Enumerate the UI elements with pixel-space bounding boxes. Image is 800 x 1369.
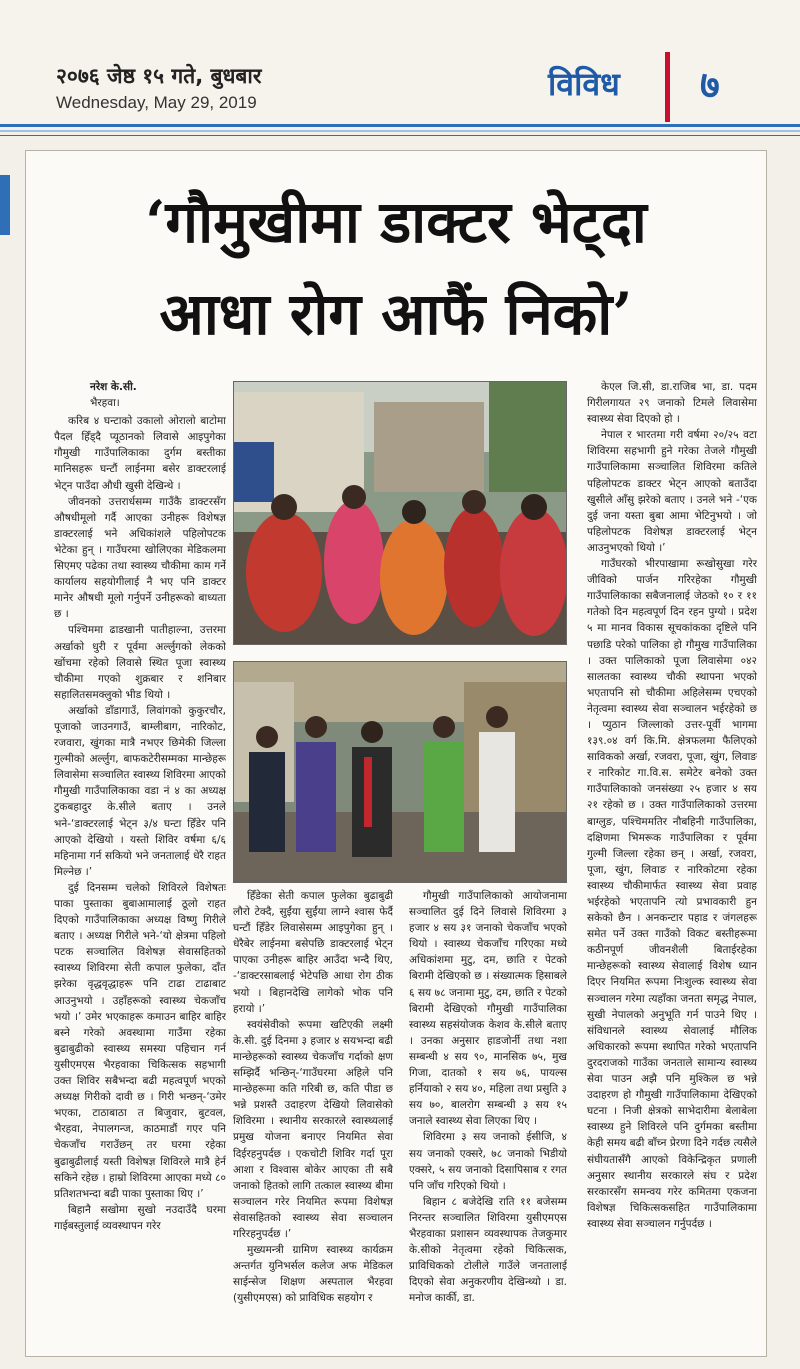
paragraph: स्वयंसेवीको रूपमा खटिएकी लक्ष्मी के.सी. दुई दिनमा ३ हजार ४ सयभन्दा बढी मान्छेहरूको स्वास्थ्य चेकजाँच गर्दाको क्षण सम्झिर्दै भन्छिन्-‘गाउँघरमा अहिले पनि मान्छेहरूमा कति गरिबी छ, कति पीडा छ भन्ने प्रशस्तै उदाहरण देखियो लिवासेको शिविरमा । स्थानीय सरकारले स्वास्थ्यलाई प्रमुख योजना बनाएर नियमित सेवा दिईरहनुपर्दछ । एकचोटी शिविर गर्दा पूरा आशा र विश्वास बोकेर आएका ती सबै जनाको हितको लागि तत्काल स्वास्थ्य बीमा सञ्चालन गरेर नियमित रूपमा विशेषज्ञ सेवासहितको स्वास्थ्य सेवा सञ्चालन गरिरहनुपर्दछ ।’: [233, 1018, 393, 1240]
paragraph: दुई दिनसम्म चलेको शिविरले विशेषतः पाका पुस्ताका बुबाआमालाई ठूलो राहत दिएको गाउँपालिकाका अध्यक्ष विष्णु गिरीले बताए । अध्यक्ष गिरीले भने-‘यो क्षेत्रमा पहिलो पटक सञ्चालित विशेषज्ञ सेवासहितको स्वास्थ्य शिविरमा सेती कपाल फुलेका, दाँत झरेका वृद्धवृद्धाहरू पनि टाढा टाढाबाट आउनुभयो । उहाँहरूको स्वास्थ्य चेकजाँच भयो ।’ उमेर भएकाहरू कमाउन बाहिर बाहिर बस्ने गरेको अवस्थामा गाउँमा रहेका बुढाबुढीको स्वास्थ्य समस्या पहिचान गर्न युसीएमएस भैरहवाका चिकित्सक सहभागी उक्त शिविर सबैभन्दा बढी महत्वपूर्ण भएको अध्यक्ष गिरीको दावी छ । गिरी भन्छन्-‘उमेर भएका, टाठाबाठा त बिजुवार, बुटवल, भैरहवा, नेपालगन्ज, काठमाडौं गएर पनि चेकजाँच गराउँछन् तर घरमा रहेका बुढाबुढीलाई यस्ती विशेषज्ञ शिविरले मात्रै हेर्न सकिने रहेछ । हाम्रो शिविरमा आएका मध्ये ८० प्रतिशतभन्दा बढी पाका पुस्ताका थिए ।’: [54, 881, 226, 1200]
headline-line-2: आधा रोग आफैं निको’: [159, 280, 633, 348]
headline: [26, 176, 766, 360]
masthead-rule: [0, 130, 800, 132]
paragraph: शिविरमा ३ सय जनाको ईसीजि, ४ सय जनाको एक्सरे, ७८ जनाको भिडीयो एक्सरे, ५ सय जनाको दिसापिसाब र रगत पनि जाँच गरिएको थियो ।: [409, 1131, 567, 1192]
paragraph: गाउँघरको भीरपाखामा रूखोसुखा गरेर जीविको पार्जन गरिरहेका गौमुखी गाउँपालिकाका सबैजनालाई जेठको १० र ११ गतेको दिन महत्वपूर्ण दिन रहन पुग्यो । प्रदेश ५ मा मानव विकास सूचकांकका दृष्टिले पनि पछाडि परेको पालिका हो गौमुख गाउँपालिका । उक्त पालिकाको पूजा लिवासेमा ०४२ सालतका स्वास्थ्य चौकी स्थापना भएको भएतापनि सो चौकीमा अहिलेसम्म एचएको नेतृत्वमा स्वास्थ्य सेवा सञ्चालन भईरहेको छ । प्युठान जिल्लाको उत्तर-पूर्वी भागमा १३९.०४ वर्ग कि.मि. क्षेत्रफलमा फैलिएको साविकको अर्खा, रजवरा, पूजा, खुंग, लिवाङ र नारिकोट गा.वि.स. समेटेर बनेको उक्त गाउँपालिकाको जनसंख्या २५ हजार ४ सय २१ रहेको छ । उक्त गाउँपालिकाको उत्तरमा बाग्लुङ, पश्चिममतिर नौबहिनी गाउँपालिका, दक्षिणमा भिमरूक गाउँपालिका र पूर्वमा गुल्मी जिल्ला रहेका छन् । अर्खा, रजवरा, पूजा, खुंग, लिवाङ र नारिकोटमा रहेका स्वास्थ्य चौकीमार्फत स्वास्थ्य सेवा प्रवाह भईरहेको भएतापनि त्यो प्रभावकारी हुन सकेको छैन । अनकन्टार पहाड र जंगलहरू समेत पर्ने उक्त गाउँको विकट बस्तीहरूमा कठीनपूर्ण जीवनशैली बिताईरहेका मान्छेहरूको स्वास्थ्य सेवालाई विशेष ध्यान दिएर नियमित रूपमा निःशुल्क स्वास्थ्य सेवा सञ्चालन गरेमा त्यहाँका जनता समृद्ध नेपाल, सुखी नेपालको अनुभूति गर्न पाउने थिए । संविधानले स्वास्थ्य सेवालाई मौलिक अधिकारको रूपमा स्थापित गरेको भएतापनि दुरदराजको गाउँका जनताले सामान्य स्वास्थ्य सेवा पाउन अझै पनि मुश्किल छ भन्ने उदाहरण हो गौमुखी गाउँपालिकामा देखिएको घटना । निजी क्षेत्रको साभेदारीमा बेलाबेला स्वास्थ्य हुने शिविरले पनि दुर्गमका बस्तीमा केही समय बढी बाँच्न प्रेरणा दिने गर्दछ त्यसैले संघीयतासँगै आएको विकेन्द्रिकृत प्रणाली अनुसार स्थानीय सरकारले संघ र प्रदेश सरकारसँग समन्वय गरेर कमितमा एकजना विशेषज्ञ चिकित्सकसहित गाउँपालिकामा स्वास्थ्य सेवा सञ्चालन गर्नुपर्दछ ।: [587, 558, 757, 1230]
article-column-3: [409, 888, 567, 1348]
page-number: ७: [700, 63, 720, 107]
article-column-1: [54, 379, 226, 1349]
paragraph: अर्खाको डाँडागाउँ, लिवांगको कुकुरचौर, पूजाको जाउनगाउँ, बाम्लीबाग, नारिकोट, रजवारा, खुंगका मात्रै नभएर छिमेकी जिल्ला गुल्मीको अर्ल्लुग, बाफकटेरीसम्मका मान्छेहरू लिवासेमा सञ्चालित स्वास्थ्य शिविरमा आएको गौमुखी गाउँपालिकाका वडा नं ४ का अध्यक्ष टुकबहादुर के.सीले बताए । उनले भने-‘डाक्टरलाई भेट्न ३/४ घन्टा हिँडेर पनि आएको देखियो । यस्तो शिविर वर्षमा ६/६ महिनामा गर्न सकियो भने जनतालाई धेरै राहत मिल्नेछ ।’: [54, 704, 226, 878]
photo-crowd-at-health-camp: [233, 381, 567, 645]
paragraph: नेपाल र भारतमा गरी वर्षमा २०/२५ वटा शिविरमा सहभागी हुने गरेका तेजले गौमुखी गाउँपालिकामा सञ्चालित शिविरमा कतिले पहिलोपटक डाक्टर भेट्न आएको बताउँदा खुसीले आँसु झरेको बताए । उनले भने -‘एक दुई जना यस्ता बुबा आमा भेटिनुभयो । जो पहिलोपटक विशेषज्ञ डाक्टरलाई भेट्न आउनुभएको थियो ।’: [587, 429, 757, 554]
paragraph: बिहानै सखोमा सुखो नउदाउँदै घरमा गाईबस्तुलाई व्यवस्थापन गरेर: [54, 1203, 226, 1232]
article-box: [25, 150, 767, 1357]
paragraph: हिँडेका सेती कपाल फुलेका बुढाबुढी लौरो टेक्दै, सुईंया सुईंया लाग्ने श्वास फेर्दै घन्टौं हिँडेर लिवासेसम्म आइपुगेका हुन् । धेरैबेर लाईनमा बसेपछि डाक्टरलाई भेट्न पाएका उनीहरू बाहिर आउँदा भन्दै थिए, -‘डाक्टरसाबलाई भेटेपछि आधा रोग ठीक भयो । बिहानदेखि लागेको भोक पनि हरायो ।’: [233, 890, 393, 1015]
byline: नरेश के.सी.: [90, 381, 137, 393]
page-edge-band: [0, 175, 10, 235]
masthead-rule: [0, 135, 800, 136]
dateline-place: भैरहवा।: [90, 397, 120, 410]
date-nepali: २०७६ जेष्ठ १५ गते, बुधबार: [56, 64, 262, 88]
paragraph: केएल जि.सी, डा.राजिब भा, डा. पदम गिरीलगायत २९ जनाको टिमले लिवासेमा स्वास्थ्य सेवा दिएको हो ।: [587, 381, 757, 426]
paragraph: मुख्यमन्त्री ग्रामिण स्वास्थ्य कार्यक्रम अन्तर्गत युनिभर्सल कलेज अफ मेडिकल साईन्सेज शिक्षण अस्पताल भैरहवा (युसीएमएस) को प्राविधिक सहयोग र: [233, 1244, 393, 1305]
article-column-4: [587, 379, 757, 1349]
photo-handover-event: [233, 661, 567, 883]
masthead-rule: [0, 124, 800, 127]
paragraph: गौमुखी गाउँपालिकाको आयोजनामा सञ्चालित दुई दिने लिवासे शिविरमा ३ हजार ४ सय ३१ जनाको चेकजाँच भएको थियो । स्वास्थ्य चेकजाँच गरिएका मध्ये अधिकांशमा मुटु, दम, छाति र पेटको बिरामी देखिएको छ । संख्यात्मक हिसाबले ६ सय ७८ जनामा मुटु, दम, छाति र पेटको बिरामी देखिएको गौमुखी गाउँपालिका स्वास्थ्य सहसंयोजक केशव के.सीले बताए । उनका अनुसार हाडजोर्नी तथा नशा सम्बन्धी ४ सय ९०, मानसिक ७५, मुख गिजा, दातको १ सय ७६, पायल्स हर्नियाको २ सय ४०, महिला तथा प्रसुति ३ सय ७०, बालरोग सम्बन्धी ३ सय १५ जनाले स्वास्थ्य सेवा लिएका थिए ।: [409, 890, 567, 1128]
paragraph: बिहान ८ बजेदेखि राति ११ बजेसम्म निरन्तर सञ्चालित शिविरमा युसीएमएस भैरहवाका प्रशासन व्यवस्थापक तेजकुमार के.सीको नेतृत्वमा रहेको चिकित्सक, प्राविधिकको टोलीले गाउँले जनतालाई दिएको सेवा अनुकरणीय देखिन्थ्यो । डा. मनोज कार्की, डा.: [409, 1195, 567, 1305]
section-divider: [665, 52, 670, 122]
section-title: विविध: [548, 65, 620, 103]
photo-crowd-image: [234, 382, 566, 644]
paragraph: पश्चिममा ढाडखानी पातीहाल्ना, उत्तरमा अर्खाको धुरी र पूर्वमा अर्ल्लुगको लेकको खोंचमा रहेको लिवासे स्थित पूजा स्वास्थ्य चौकीमा गएको शुक्रबार र शनिबार सहालितसमक्लुको भीड थियो ।: [54, 624, 226, 701]
paragraph: जीवनको उत्तरार्धसम्म गाउँकै डाक्टरसँग औषधीमूलो गर्दै आएका उनीहरू विशेषज्ञ डाक्टरलाई भने अधिकांशले पहिलोपटक भेटेका हुन् । गाउँघरमा खोलिएका मेडिकलमा सिएमए पढेका तथा स्वास्थ्य चौकीमा काम गर्ने कार्यालय सहयोगीलाई नै भए पनि डाक्टर मानेर औषधी मूलो गर्नुपर्ने उनीहरूको बाध्यता छ ।: [54, 495, 226, 621]
masthead: [0, 0, 800, 125]
paragraph: करिब ४ घन्टाको उकालो ओरालो बाटोमा पैदल हिँड्दै प्यूठानको लिवासे आइपुगेका गौमुखी गाउँपालिकाका दुर्गम बस्तीका मानिसहरू घन्टौं लाईनमा बसेर डाक्टरलाई भेट्न पाउँदा औधी खुसी देखिन्थे ।: [54, 415, 226, 492]
article-column-2: [233, 888, 393, 1348]
date-english: Wednesday, May 29, 2019: [56, 93, 257, 112]
photo-handover-image: [234, 662, 566, 882]
headline-line-1: ‘गौमुखीमा डाक्टर भेट्दा: [145, 188, 647, 256]
